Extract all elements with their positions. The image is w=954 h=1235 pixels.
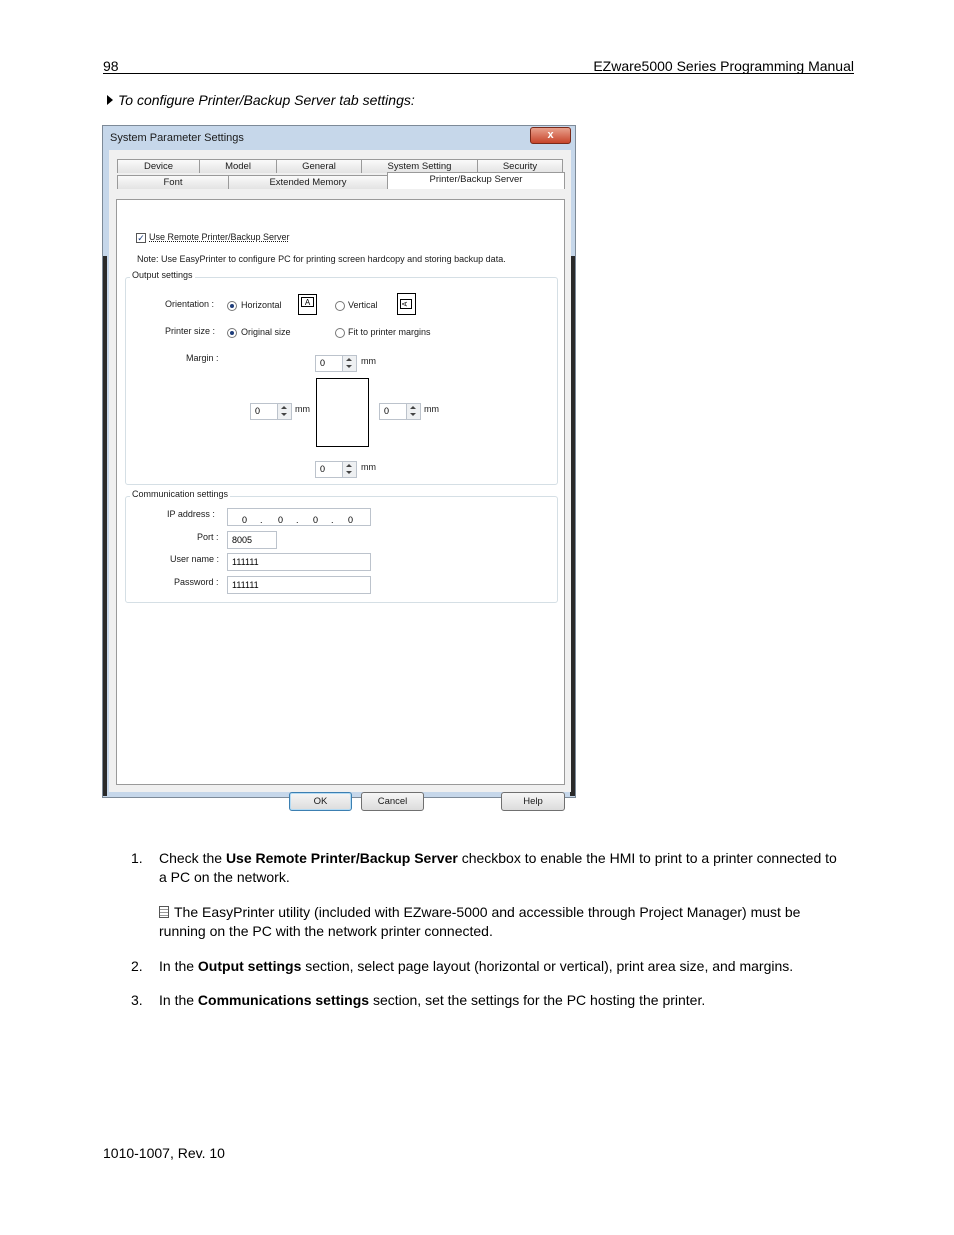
tab-general[interactable]: General (276, 159, 362, 173)
procedure-heading (107, 92, 415, 108)
cancel-button[interactable]: Cancel (361, 792, 424, 811)
communication-settings-title: Communication settings (132, 489, 229, 499)
margin-bottom-stepper[interactable] (315, 461, 357, 478)
margin-top-unit: mm (361, 356, 376, 366)
tab-font[interactable]: Font (117, 175, 229, 189)
ip-octet-2: 0 (278, 515, 284, 525)
margin-top-stepper[interactable] (315, 355, 357, 372)
original-size-label[interactable]: Original size (241, 327, 291, 337)
horizontal-label[interactable]: Horizontal (241, 300, 282, 310)
page-number: 98 (103, 58, 119, 74)
margin-label: Margin : (186, 353, 219, 363)
tab-security[interactable]: Security (477, 159, 563, 173)
fit-margins-label[interactable]: Fit to printer margins (348, 327, 431, 337)
footer-revision: 1010-1007, Rev. 10 (103, 1145, 225, 1161)
step-1-number: 1. (131, 850, 143, 866)
user-name-field[interactable]: 111111 (227, 553, 371, 571)
margin-left-stepper[interactable] (250, 403, 292, 420)
note-icon (159, 906, 169, 918)
step-3-bold: Communications settings (197, 992, 370, 1008)
step-2-post: section, select page layout (horizontal or vertical), print area size, and margins. (301, 958, 794, 974)
original-size-radio[interactable] (227, 328, 237, 338)
margin-left-unit: mm (295, 404, 310, 414)
margin-right-stepper[interactable] (379, 403, 421, 420)
tab-model[interactable]: Model (199, 159, 277, 173)
tab-device[interactable]: Device (117, 159, 200, 173)
ip-dot: . (331, 515, 334, 525)
printer-size-label: Printer size : (165, 326, 216, 336)
horizontal-glyph: A (301, 297, 314, 307)
step-2-text (159, 957, 859, 976)
help-button[interactable]: Help (501, 792, 565, 811)
close-button[interactable]: x (530, 127, 571, 144)
step-1-line2: a PC on the network. (159, 869, 290, 885)
margin-bottom-unit: mm (361, 462, 376, 472)
password-label: Password : (174, 577, 219, 587)
fit-margins-radio[interactable] (335, 328, 345, 338)
dialog-client-area (109, 150, 571, 807)
dialog-title: System Parameter Settings (110, 132, 244, 144)
vertical-label[interactable]: Vertical (348, 300, 378, 310)
orientation-label: Orientation : (165, 299, 215, 309)
step-3-post: section, set the settings for the PC hosting the printer. (369, 992, 706, 1008)
tab-printer-backup-server[interactable]: Printer/Backup Server (387, 172, 565, 189)
page-preview (316, 378, 369, 447)
step-1-text (159, 849, 859, 868)
ip-dot: . (296, 515, 299, 525)
ip-octet-4: 0 (348, 515, 354, 525)
triangle-bullet-icon (107, 95, 113, 105)
stepper-arrows-icon[interactable] (342, 356, 356, 371)
note-paragraph (159, 903, 859, 922)
ok-button[interactable]: OK (289, 792, 352, 811)
horizontal-radio[interactable] (227, 301, 237, 311)
ip-octet-3: 0 (313, 515, 319, 525)
use-remote-label[interactable]: Use Remote Printer/Backup Server (149, 232, 290, 242)
step-1-pre: Check the (159, 850, 226, 866)
note-line1: The EasyPrinter utility (included with EZware-5000 and accessible through Project Manager) must be (174, 904, 801, 920)
stepper-arrows-icon[interactable] (342, 462, 356, 477)
user-name-label: User name : (170, 554, 220, 564)
margin-right-value: 0 (384, 406, 390, 416)
note-text: Note: Use EasyPrinter to configure PC for printing screen hardcopy and storing backup data. (137, 254, 506, 264)
port-label: Port : (197, 532, 219, 542)
horizontal-preview-icon (298, 294, 317, 315)
vertical-radio[interactable] (335, 301, 345, 311)
step-3-text (159, 991, 859, 1010)
ip-octet-1: 0 (242, 515, 248, 525)
note-line2: running on the PC with the network printer connected. (159, 923, 493, 939)
step-1-post: checkbox to enable the HMI to print to a printer connected to (457, 850, 837, 866)
use-remote-checkbox[interactable]: ✓ (137, 233, 145, 243)
tab-panel (116, 199, 565, 785)
header-rule (103, 73, 854, 74)
margin-left-value: 0 (255, 406, 261, 416)
manual-title: EZware5000 Series Programming Manual (593, 58, 854, 74)
step-1-bold: Use Remote Printer/Backup Server (225, 850, 458, 866)
vertical-preview-icon (397, 293, 416, 315)
output-settings-title: Output settings (132, 270, 193, 280)
port-field[interactable]: 8005 (227, 531, 277, 549)
ip-address-label: IP address : (167, 509, 215, 519)
procedure-title: To configure Printer/Backup Server tab settings: (118, 92, 415, 108)
step-2-pre: In the (159, 958, 198, 974)
step-3-pre: In the (159, 992, 198, 1008)
stepper-arrows-icon[interactable] (277, 404, 291, 419)
ip-dot: . (260, 515, 263, 525)
tab-system-setting[interactable]: System Setting (361, 159, 478, 173)
vertical-glyph: A (400, 299, 412, 309)
step-3-number: 3. (131, 992, 143, 1008)
margin-top-value: 0 (320, 358, 326, 368)
tab-extended-memory[interactable]: Extended Memory (228, 175, 388, 189)
step-2-number: 2. (131, 958, 143, 974)
left-frame-shadow (103, 256, 107, 796)
password-field[interactable]: 111111 (227, 576, 371, 594)
step-2-bold: Output settings (197, 958, 302, 974)
margin-right-unit: mm (424, 404, 439, 414)
system-parameter-settings-dialog (102, 125, 576, 807)
margin-bottom-value: 0 (320, 464, 326, 474)
ip-address-field[interactable] (227, 508, 371, 526)
stepper-arrows-icon[interactable] (406, 404, 420, 419)
